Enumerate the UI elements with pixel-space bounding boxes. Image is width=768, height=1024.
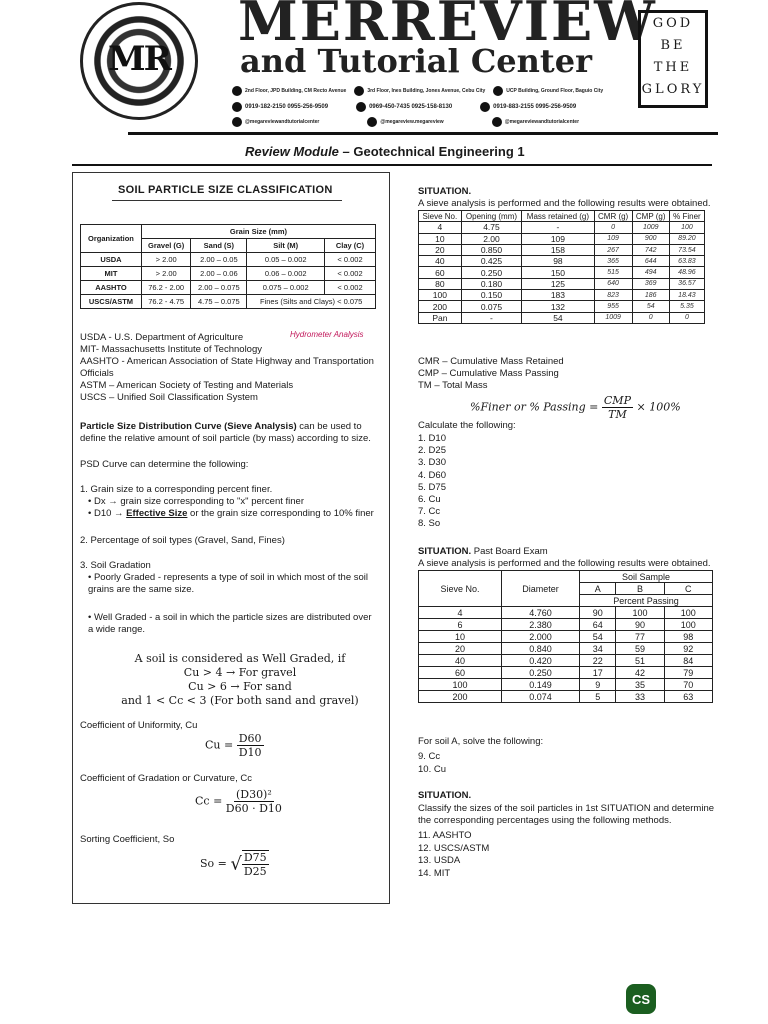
table-cell: 48.96 [669,267,704,278]
table-cell: 40 [419,256,462,267]
table-cell: 5 [580,691,616,703]
table-cell: 158 [522,244,594,255]
table-row [419,655,713,667]
table-cell: - [522,222,594,233]
camscanner-badge: CS [626,984,656,1014]
table-cell: 84 [664,655,712,667]
table-row: USCS/ASTM 76.2 - 4.75 4.75 – 0.075 Fines (Silts and Clays) < 0.075 [81,295,376,309]
list-item: 2. D25 [418,445,446,457]
table-cell: 494 [632,267,669,278]
table-cell: 92 [664,643,712,655]
table-row [419,278,705,289]
table-cell: 5.35 [669,301,704,312]
table-cell: 100 [419,290,462,301]
phone-icon [356,102,366,112]
calc-heading: Calculate the following: [418,420,516,431]
facebook-icon [232,117,242,127]
table-cell: 0 [632,312,669,323]
table-row: USDA > 2.00 2.00 – 0.05 0.05 – 0.002 < 0.002 [81,253,376,267]
table-cell: Pan [419,312,462,323]
abbreviation-list: USDA - U.S. Department of Agriculture MIT- Massachusetts Institute of Technology AASHTO - American Association of State Highway and Transportation Officials ASTM – American Society of Testing and Materials USCS – Unified Soil Classification System [80,332,374,403]
table-cell: 640 [594,278,632,289]
table-row: AASHTO 76.2 - 2.00 2.00 – 0.075 0.075 – 0.002 < 0.002 [81,281,376,295]
location-icon [232,86,242,96]
grain-size-table: Organization Grain Size (mm) Gravel (G) Sand (S) Silt (M) Clay (C) USDA > 2.00 2.00 – 0.05 0.05 – 0.002 < 0.002 MIT > 2.00 2.00 – 0.06 0.06 – 0.002 < 0.002 AASHTO 76.2 - 2.00 2.00 – 0.075 0.075 – 0.002 < 0.002 USCS/ASTM 76.2 - 4.75 4.75 – 0.075 Fines (Silts and Clays) < 0.075 [80,224,376,309]
table-cell: 98 [522,256,594,267]
percent-finer-formula: %Finer or % Passing = $\frac{\text{CMP}}{TM}$ × 100% [470,394,681,421]
table-cell: 54 [522,312,594,323]
table-cell: 34 [580,643,616,655]
table-cell: 0.074 [501,691,579,703]
facebook-icon [492,117,502,127]
cu-label: Coefficient of Uniformity, Cu [80,720,198,731]
table-cell: 54 [632,301,669,312]
module-divider [72,164,712,166]
list-item: 8. So [418,518,441,530]
item-2: 2. Percentage of soil types (Gravel, Sand, Fines) [80,535,285,546]
contact-row-1: 2nd Floor, JPD Building, CM Recto Avenue 3rd Floor, Ines Building, Jones Avenue, Cebu City UCP Building, Ground Floor, Baguio City [232,86,603,96]
table-cell: 42 [616,667,664,679]
table-cell: 20 [419,643,502,655]
table-cell: 73.54 [669,244,704,255]
table-row [419,691,713,703]
table-cell: 109 [594,233,632,244]
table-row [419,643,713,655]
table-row [419,631,713,643]
list-item: 11. AASHTO [418,830,472,841]
table-cell: 10 [419,233,462,244]
table-cell: 100 [616,607,664,619]
god-be-the-glory-box: GOD BE THE GLORY [638,10,708,108]
table-row [419,679,713,691]
facebook-icon [367,117,377,127]
table-cell: 4.75 [461,222,521,233]
table-cell: 900 [632,233,669,244]
situation-1-title: SITUATION. [418,186,472,197]
so-label: Sorting Coefficient, So [80,834,175,845]
table-cell: 200 [419,301,462,312]
table-cell: 2.380 [501,619,579,631]
item-1: 1. Grain size to a corresponding percent finer. [80,484,273,495]
location-icon [354,86,364,96]
table-cell: 742 [632,244,669,255]
table-cell: 644 [632,256,669,267]
brand-line1: MERREVIEW [238,0,657,53]
section-title: SOIL PARTICLE SIZE CLASSIFICATION [118,184,333,196]
list-item: 14. MIT [418,867,451,879]
table-cell: 0.850 [461,244,521,255]
table-row [419,244,705,255]
list-item: 3. D30 [418,457,446,469]
table-cell: 70 [664,679,712,691]
table-row [419,222,705,233]
table-cell: 60 [419,667,502,679]
table-cell: 109 [522,233,594,244]
list-item: 12. USCS/ASTM [418,842,490,854]
situation-3-list [418,830,489,880]
table-cell: 20 [419,244,462,255]
table-cell: 823 [594,290,632,301]
table-row [419,619,713,631]
table-cell: 0.425 [461,256,521,267]
contact-row-2: 0919-182-2150 0955-256-9509 0969-450-7435 0925-158-8130 0919-883-2155 0995-256-9509 [232,102,576,112]
situation-3-desc: Classify the sizes of the soil particles in 1st SITUATION and determine the corresponding percentages using the following methods. [418,803,715,826]
list-item: 1. D10 [418,433,446,444]
soil-a-list [418,750,446,776]
table-cell: - [461,312,521,323]
table-cell: 100 [669,222,704,233]
so-formula: So = √ $\frac{D75}{D25}$ [200,851,267,878]
table-cell: 365 [594,256,632,267]
header [0,0,768,140]
table-cell: 2.000 [501,631,579,643]
item-1a: • Dx → grain size corresponding to "x" percent finer [88,496,304,507]
phone-icon [480,102,490,112]
table-cell: 515 [594,267,632,278]
table-cell: 955 [594,301,632,312]
item-1b: • D10 → Effective Size or the grain size corresponding to 10% finer [88,508,374,519]
table-row [419,312,705,323]
table-cell: 4 [419,607,502,619]
logo-text: MR [108,39,170,79]
table-cell: 125 [522,278,594,289]
table-cell: 0.420 [501,655,579,667]
table-cell: 77 [616,631,664,643]
table-cell: 0.250 [501,667,579,679]
table-cell: 9 [580,679,616,691]
poorly-graded: • Poorly Graded - represents a type of soil in which most of the soil grains are the same size. [88,572,369,595]
situation-1-desc: A sieve analysis is performed and the following results were obtained. [418,198,711,209]
table-row [419,233,705,244]
table-cell: 200 [419,691,502,703]
logo [80,2,198,120]
item-3: 3. Soil Gradation [80,560,151,571]
table-cell: 1009 [594,312,632,323]
table-cell: 10 [419,631,502,643]
table-cell: 369 [632,278,669,289]
table-cell: 0.150 [461,290,521,301]
sieve-analysis-table: Sieve No. Opening (mm) Mass retained (g) CMR (g) CMP (g) % Finer 4 4.75 - 0 1009 100 10 2.00 109 109 900 89.20 20 0.850 158 267 742 73.54 40 0.425 98 365 644 63.83 60 0.250 150 515 494 48.96 80 0.180 125 640 369 36.57 100 0.150 183 823 186 18.43 200 0.075 132 955 54 5.35 Pan - 54 1009 0 0 [418,210,705,324]
table-cell: 89.20 [669,233,704,244]
section-title-underline [112,200,342,201]
table-cell: 80 [419,278,462,289]
table-cell: 98 [664,631,712,643]
table-row [419,301,705,312]
header-divider [128,132,718,135]
table-cell: 267 [594,244,632,255]
calc-list [418,433,446,531]
table-cell: 35 [616,679,664,691]
table-row [419,667,713,679]
org-header: Organization [81,225,142,253]
table-cell: 90 [580,607,616,619]
table-cell: 6 [419,619,502,631]
table-cell: 2.00 [461,233,521,244]
table-row [419,256,705,267]
past-board-table: Sieve No. Diameter Soil Sample A B C Percent Passing 4 4.760 90 100 100 6 2.380 64 90 100 10 2.000 54 77 98 20 0.840 34 59 92 40 0.420 22 51 84 60 0.250 17 42 79 100 0.149 9 35 70 200 0.074 5 33 63 [418,570,713,703]
table-cell: 51 [616,655,664,667]
table-cell: 0.180 [461,278,521,289]
cc-label: Coefficient of Gradation or Curvature, Cc [80,773,252,784]
table-cell: 63 [664,691,712,703]
table-cell: 0.075 [461,301,521,312]
table-row [419,267,705,278]
cmp-definition: CMP – Cumulative Mass Passing [418,368,559,379]
table-cell: 90 [616,619,664,631]
well-graded-conditions: A soil is considered as Well Graded, if Cu > 4 → For gravel Cu > 6 → For sand and 1 < Cc < 3 (For both sand and gravel) [121,652,359,707]
module-title: Review Module – Geotechnical Engineering 1 [245,144,525,159]
table-cell: 40 [419,655,502,667]
well-graded: • Well Graded - a soil in which the particle sizes are distributed over a wide range. [88,612,372,635]
table-cell: 18.43 [669,290,704,301]
table-cell: 60 [419,267,462,278]
table-cell: 63.83 [669,256,704,267]
list-item: 6. Cu [418,494,441,506]
hydrometer-annotation: Hydrometer Analysis [290,330,364,339]
table-row: MIT > 2.00 2.00 – 0.06 0.06 – 0.002 < 0.002 [81,267,376,281]
list-item: 9. Cc [418,751,441,762]
list-item: 4. D60 [418,469,446,481]
table-cell: 132 [522,301,594,312]
soil-a-heading: For soil A, solve the following: [418,736,544,747]
table-cell: 0.149 [501,679,579,691]
table-cell: 100 [664,607,712,619]
table-cell: 1009 [632,222,669,233]
table-cell: 4 [419,222,462,233]
table-row [419,290,705,301]
list-item: 13. USDA [418,855,461,866]
table-cell: 4.760 [501,607,579,619]
table-cell: 100 [664,619,712,631]
table-cell: 17 [580,667,616,679]
tm-definition: TM – Total Mass [418,380,488,391]
list-item: 7. Cc [418,506,441,518]
phone-icon [232,102,242,112]
table-cell: 33 [616,691,664,703]
table-cell: 64 [580,619,616,631]
psd-can-determine: PSD Curve can determine the following: [80,459,249,470]
table-cell: 54 [580,631,616,643]
cmr-definition: CMR – Cumulative Mass Retained [418,356,564,367]
location-icon [493,86,503,96]
table-cell: 36.57 [669,278,704,289]
table-cell: 0.250 [461,267,521,278]
brand-line2: and Tutorial Center [240,42,592,80]
list-item: 10. Cu [418,764,446,775]
table-cell: 59 [616,643,664,655]
table-row [419,607,713,619]
situation-3-title: SITUATION. [418,790,472,801]
table-cell: 0.840 [501,643,579,655]
grain-size-header: Grain Size (mm) [141,225,375,239]
table-cell: 150 [522,267,594,278]
table-cell: 79 [664,667,712,679]
contact-row-3: @megareviewandtutorialcenter @megareview.megareview @megareviewandtutorialcenter [232,117,579,127]
table-cell: 100 [419,679,502,691]
table-cell: 22 [580,655,616,667]
table-cell: 186 [632,290,669,301]
situation-2-title: SITUATION. Past Board Exam [418,546,548,557]
list-item: 5. D75 [418,481,446,493]
cu-formula: Cu = $\frac{D60}{D10}$ [205,732,262,759]
cc-formula: Cc = $\frac{\text{(D30)²}}{D60 \cdot D10}$ [195,788,282,815]
table-cell: 0 [669,312,704,323]
table-cell: 183 [522,290,594,301]
table-cell: 0 [594,222,632,233]
psd-definition: Particle Size Distribution Curve (Sieve Analysis) can be used to define the relative amount of soil particle (by mass) according to size. [80,421,371,444]
situation-2-desc: A sieve analysis is performed and the following results were obtained. [418,558,711,569]
